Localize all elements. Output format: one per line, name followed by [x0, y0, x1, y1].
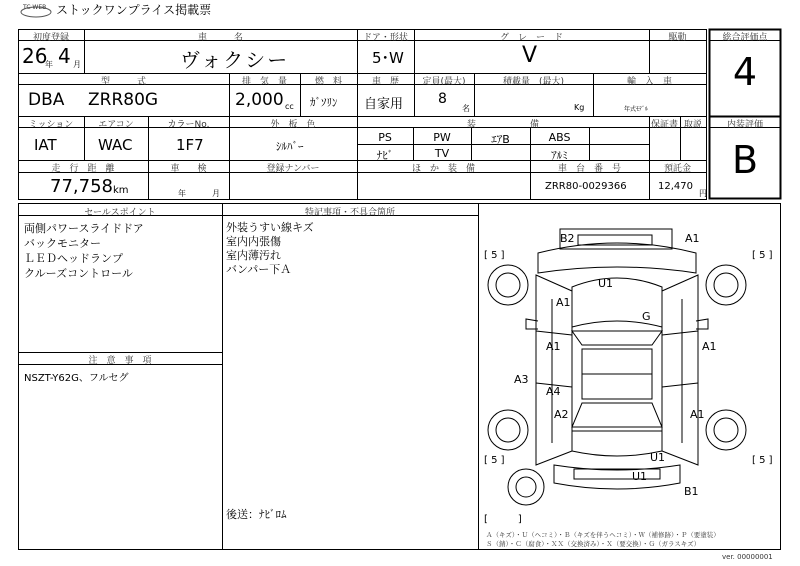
notes-label: 注 意 事 項 — [88, 356, 152, 366]
tire-label-fl: [ 5 ] — [484, 250, 505, 261]
car-diagram — [478, 203, 780, 549]
label-fuel: 燃 料 — [314, 77, 342, 87]
sales-point-item: ＬＥＤヘッドランプ — [24, 252, 123, 265]
price: 12,470 — [658, 181, 693, 192]
label-mission: ミッション — [28, 120, 74, 130]
reg-month: 4 — [58, 44, 71, 68]
equip-tv: TV — [434, 147, 450, 160]
sales-points-label: セールスポイント — [84, 208, 156, 218]
exterior-color: ｼﾙﾊﾞｰ — [276, 140, 304, 153]
page-title: ストックワンプライス掲載票 — [56, 3, 212, 17]
tire-rear-left — [488, 410, 528, 450]
label-overall: 総合評価点 — [722, 33, 768, 43]
sales-point-item: バックモニター — [24, 237, 101, 250]
mark-u1-hood: U1 — [598, 277, 614, 290]
remarks-label: 特記事項・不具合箇所 — [304, 208, 395, 218]
remarks-list — [226, 221, 314, 277]
mark-a1-rear-right: A1 — [690, 408, 705, 421]
label-color-no: カラーNo. — [167, 120, 210, 130]
label-model: 型 式 — [100, 77, 146, 87]
label-manual: 取説 — [683, 120, 702, 130]
tire-rear-right — [706, 410, 746, 450]
equip-alumi: ｱﾙﾐ — [551, 149, 568, 162]
history: 自家用 — [364, 97, 404, 112]
sales-points-list — [24, 221, 144, 281]
inspection-month-unit: 月 — [212, 189, 220, 198]
mark-a2: A2 — [554, 408, 569, 421]
label-inspection: 車 検 — [170, 164, 207, 174]
remark-item: 室内内張傷 — [226, 235, 281, 248]
aircon: WAC — [98, 136, 133, 154]
remark-item: 外装うすい線キズ — [226, 221, 314, 234]
label-aircon: エアコン — [98, 120, 134, 130]
logo-text: TC-WEB — [23, 4, 47, 11]
reg-year: 26 — [22, 44, 48, 68]
label-drive: 駆動 — [668, 33, 687, 43]
spare-tire-label: [ ] — [484, 514, 522, 525]
tire-label-fr: [ 5 ] — [752, 250, 773, 261]
tire-label-rl: [ 5 ] — [484, 455, 505, 466]
mark-a1-left: A1 — [546, 340, 561, 353]
fuel: ｶﾞｿﾘﾝ — [310, 96, 338, 109]
capacity: 8 — [438, 91, 447, 107]
label-grade: グ レ ー ド — [499, 33, 563, 43]
equip-airbag: ｴｱB — [491, 133, 510, 146]
interior-score: B — [731, 138, 759, 182]
sales-point-item: クルーズコントロール — [24, 267, 133, 280]
displacement-unit: cc — [285, 102, 294, 111]
chassis-number: ZRR80-0029366 — [545, 181, 627, 192]
spare-tire — [508, 469, 544, 505]
tire-front-right — [706, 265, 746, 305]
mark-b2: B2 — [560, 232, 575, 245]
label-chassis: 車 台 番 号 — [557, 164, 621, 174]
remarks-footer: 後送：ﾅﾋﾞﾛﾑ — [226, 508, 287, 521]
equip-ps: PS — [378, 131, 392, 144]
mark-a1-right: A1 — [702, 340, 717, 353]
reg-year-unit: 年 — [45, 60, 53, 69]
label-price: 預託金 — [663, 164, 691, 174]
label-exterior-color: 外 板 色 — [270, 120, 316, 130]
mark-u1-rear: U1 — [650, 451, 666, 464]
door-shape: 5･W — [372, 49, 404, 67]
label-other-equipment: ほ か 装 備 — [411, 164, 475, 174]
label-mileage: 走 行 距 離 — [51, 164, 115, 174]
overall-score: 4 — [732, 50, 758, 94]
remark-item: バンパー下Ａ — [226, 263, 292, 276]
equip-pw: PW — [433, 131, 451, 144]
notes-list — [24, 372, 128, 386]
sales-point-item: 両側パワースライドドア — [24, 222, 144, 235]
version: ver. 00000001 — [722, 553, 773, 561]
reg-month-unit: 月 — [73, 60, 81, 69]
mark-b1: B1 — [684, 485, 699, 498]
legend-line-2: Ｓ（錆）・Ｃ（腐食）・ＸＸ（交換済み）・Ｘ（要交換）・Ｇ（ガラスキズ） — [486, 540, 701, 548]
label-displacement: 排 気 量 — [241, 77, 287, 87]
mark-g: G — [642, 310, 651, 323]
price-unit: 円 — [699, 189, 707, 198]
mark-a1-front-left: A1 — [556, 296, 571, 309]
mission: IAT — [34, 136, 57, 154]
label-equipment: 装 備 — [466, 120, 539, 130]
mileage-unit: km — [113, 185, 129, 196]
label-interior: 内装評価 — [726, 120, 763, 130]
import-model: 年式ﾓﾃﾞﾙ — [624, 106, 649, 113]
tire-label-rr: [ 5 ] — [752, 455, 773, 466]
equip-abs: ABS — [548, 131, 571, 144]
label-plate: 登録ナンバー — [266, 164, 320, 174]
label-import: 輸 入 車 — [626, 77, 672, 87]
displacement: 2,000 — [235, 90, 284, 110]
equip-navi: ﾅﾋﾞ — [376, 149, 394, 162]
label-load: 積載量 (最大) — [502, 77, 565, 87]
car-name: ヴォクシー — [180, 48, 290, 72]
inspection-year-unit: 年 — [178, 189, 186, 198]
model: ZRR80G — [88, 90, 159, 110]
label-warranty: 保証書 — [650, 120, 678, 130]
grade: V — [522, 43, 538, 68]
model-prefix: DBA — [28, 90, 65, 110]
mark-a3: A3 — [514, 373, 529, 386]
mark-a1-front-right: A1 — [685, 232, 700, 245]
label-car-name: 車 名 — [197, 33, 243, 43]
note-item: NSZT-Y62G、フルセグ — [24, 373, 129, 384]
color-no: 1F7 — [176, 136, 204, 154]
label-door-type: ドア・形状 — [363, 33, 408, 43]
label-capacity: 定員(最大) — [422, 77, 466, 87]
load-unit: Kg — [574, 103, 585, 112]
label-first-reg: 初度登録 — [32, 33, 69, 43]
mark-a4: A4 — [546, 385, 561, 398]
mark-u1-bumper: U1 — [632, 470, 648, 483]
label-history: 車 歴 — [371, 77, 399, 87]
remark-item: 室内薄汚れ — [226, 249, 281, 262]
legend-line-1: Ａ（キズ）・Ｕ（ヘコミ）・Ｂ（キズを伴うヘコミ）・Ｗ（補修跡）・Ｐ（要塗装） — [486, 531, 720, 539]
tire-front-left — [488, 265, 528, 305]
capacity-unit: 名 — [462, 104, 470, 113]
mileage: 77,758 — [50, 176, 113, 197]
